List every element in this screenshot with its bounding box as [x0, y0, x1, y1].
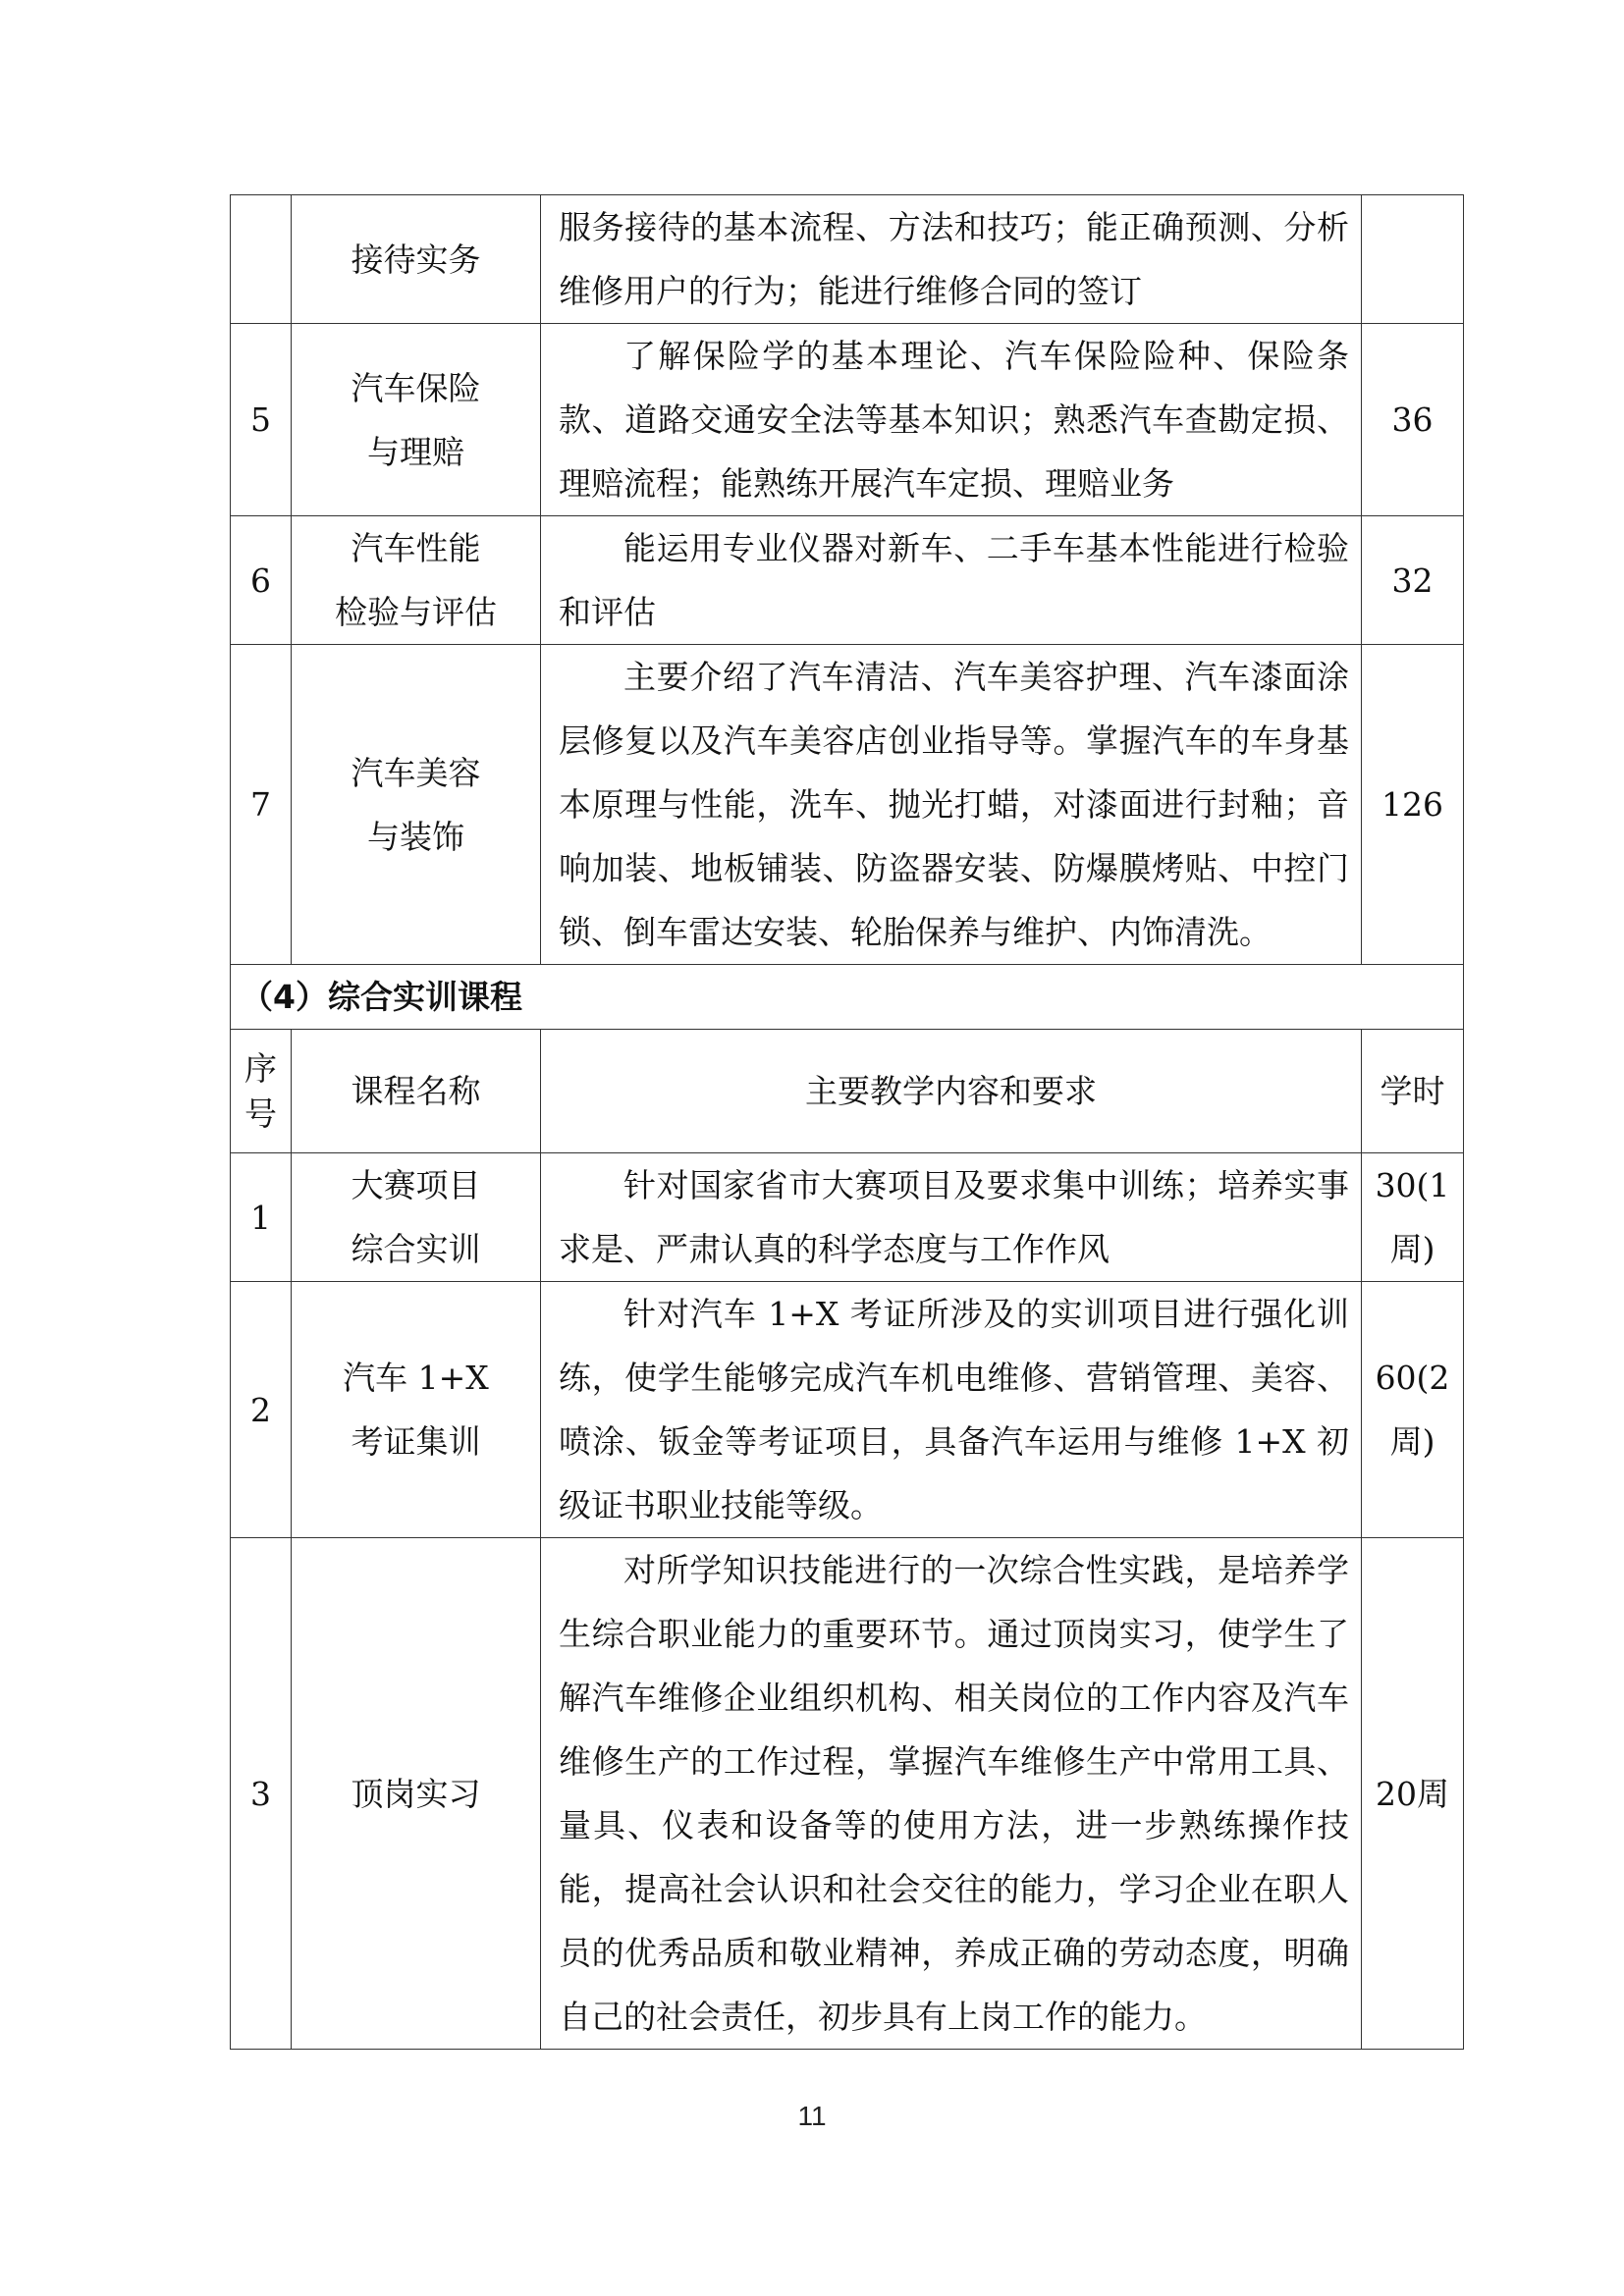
course-hours: 32 [1362, 516, 1464, 645]
row-number: 1 [231, 1153, 292, 1282]
course-content [541, 195, 1362, 324]
course-table [230, 194, 1464, 2050]
course-content-text: 能运用专业仪器对新车、二手车基本性能进行检验和评估 [559, 529, 1349, 631]
course-hours: 126 [1362, 645, 1464, 965]
course-content-text: 主要介绍了汽车清洁、汽车美容护理、汽车漆面涂层修复以及汽车美容店创业指导等。掌握汽车的车身基本原理与性能，洗车、抛光打蜡，对漆面进行封釉；音响加装、地板铺装、防盗器安装、防爆膜烤贴、中控门锁、倒车雷达安装、轮胎保养与维护、内饰清洗。 [559, 658, 1349, 951]
course-name [292, 1153, 541, 1282]
table-row [231, 1153, 1464, 1282]
course-content [541, 645, 1362, 965]
table-row [231, 195, 1464, 324]
page-number: 11 [797, 2101, 827, 2131]
course-content-text: 服务接待的基本流程、方法和技巧；能正确预测、分析维修用户的行为；能进行维修合同的签订 [559, 208, 1349, 310]
course-name [292, 645, 541, 965]
header-num: 序 号 [231, 1030, 292, 1153]
course-content [541, 1282, 1362, 1538]
section-title: （4）综合实训课程 [231, 965, 1464, 1030]
course-name [292, 1538, 541, 2050]
row-number: 5 [231, 324, 292, 516]
course-content [541, 324, 1362, 516]
table-row [231, 645, 1464, 965]
table-row [231, 324, 1464, 516]
row-number: 3 [231, 1538, 292, 2050]
row-number: 2 [231, 1282, 292, 1538]
course-name [292, 195, 541, 324]
course-hours: 20周 [1362, 1538, 1464, 2050]
course-content [541, 1153, 1362, 1282]
course-name-line: 汽车美容 [351, 753, 481, 792]
course-content [541, 516, 1362, 645]
header-name: 课程名称 [292, 1030, 541, 1153]
course-content-text: 针对国家省市大赛项目及要求集中训练；培养实事求是、严肃认真的科学态度与工作作风 [559, 1166, 1349, 1268]
course-name [292, 324, 541, 516]
section-row [231, 965, 1464, 1030]
table-row [231, 1282, 1464, 1538]
header-hours: 学时 [1362, 1030, 1464, 1153]
header-content: 主要教学内容和要求 [541, 1030, 1362, 1153]
course-content-text: 对所学知识技能进行的一次综合性实践，是培养学生综合职业能力的重要环节。通过顶岗实习，使学生了解汽车维修企业组织机构、相关岗位的工作内容及汽车维修生产的工作过程，掌握汽车维修生产中常用工具、量具、仪表和设备等的使用方法，进一步熟练操作技能，提高社会认识和社会交往的能力，学习企业在职人员的优秀品质和敬业精神，养成正确的劳动态度，明确自己的社会责任，初步具有上岗工作的能力。 [559, 1551, 1349, 2036]
course-name-line: 大赛项目 [351, 1166, 481, 1204]
course-name-line: 检验与评估 [335, 593, 497, 631]
course-hours: 36 [1362, 324, 1464, 516]
course-name-line: 汽车 1+X [343, 1359, 489, 1397]
course-hours: 60(2周) [1362, 1282, 1464, 1538]
course-table-body-top [231, 195, 1464, 965]
row-number: 7 [231, 645, 292, 965]
course-name-line: 与理赔 [367, 432, 464, 471]
course-content-text: 了解保险学的基本理论、汽车保险险种、保险条款、道路交通安全法等基本知识；熟悉汽车查勘定损、理赔流程；能熟练开展汽车定损、理赔业务 [559, 337, 1349, 503]
course-name-line: 汽车性能 [351, 529, 481, 567]
course-name-line: 接待实务 [351, 240, 481, 279]
course-table-body-bottom [231, 1153, 1464, 2050]
course-name [292, 516, 541, 645]
course-content [541, 1538, 1362, 2050]
course-content-text: 针对汽车 1+X 考证所涉及的实训项目进行强化训练，使学生能够完成汽车机电维修、营销管理、美容、喷涂、钣金等考证项目，具备汽车运用与维修 1+X 初级证书职业技能等级。 [559, 1295, 1349, 1524]
course-name-line: 汽车保险 [351, 368, 481, 407]
table-row [231, 1538, 1464, 2050]
course-hours: 30(1周) [1362, 1153, 1464, 1282]
course-name-line: 综合实训 [351, 1230, 481, 1268]
table-row [231, 516, 1464, 645]
course-name-line: 考证集训 [351, 1422, 481, 1461]
course-name-line: 顶岗实习 [351, 1774, 481, 1813]
row-number [231, 195, 292, 324]
row-number: 6 [231, 516, 292, 645]
course-name [292, 1282, 541, 1538]
header-row [231, 1030, 1464, 1153]
course-name-line: 与装饰 [367, 817, 464, 856]
course-hours [1362, 195, 1464, 324]
